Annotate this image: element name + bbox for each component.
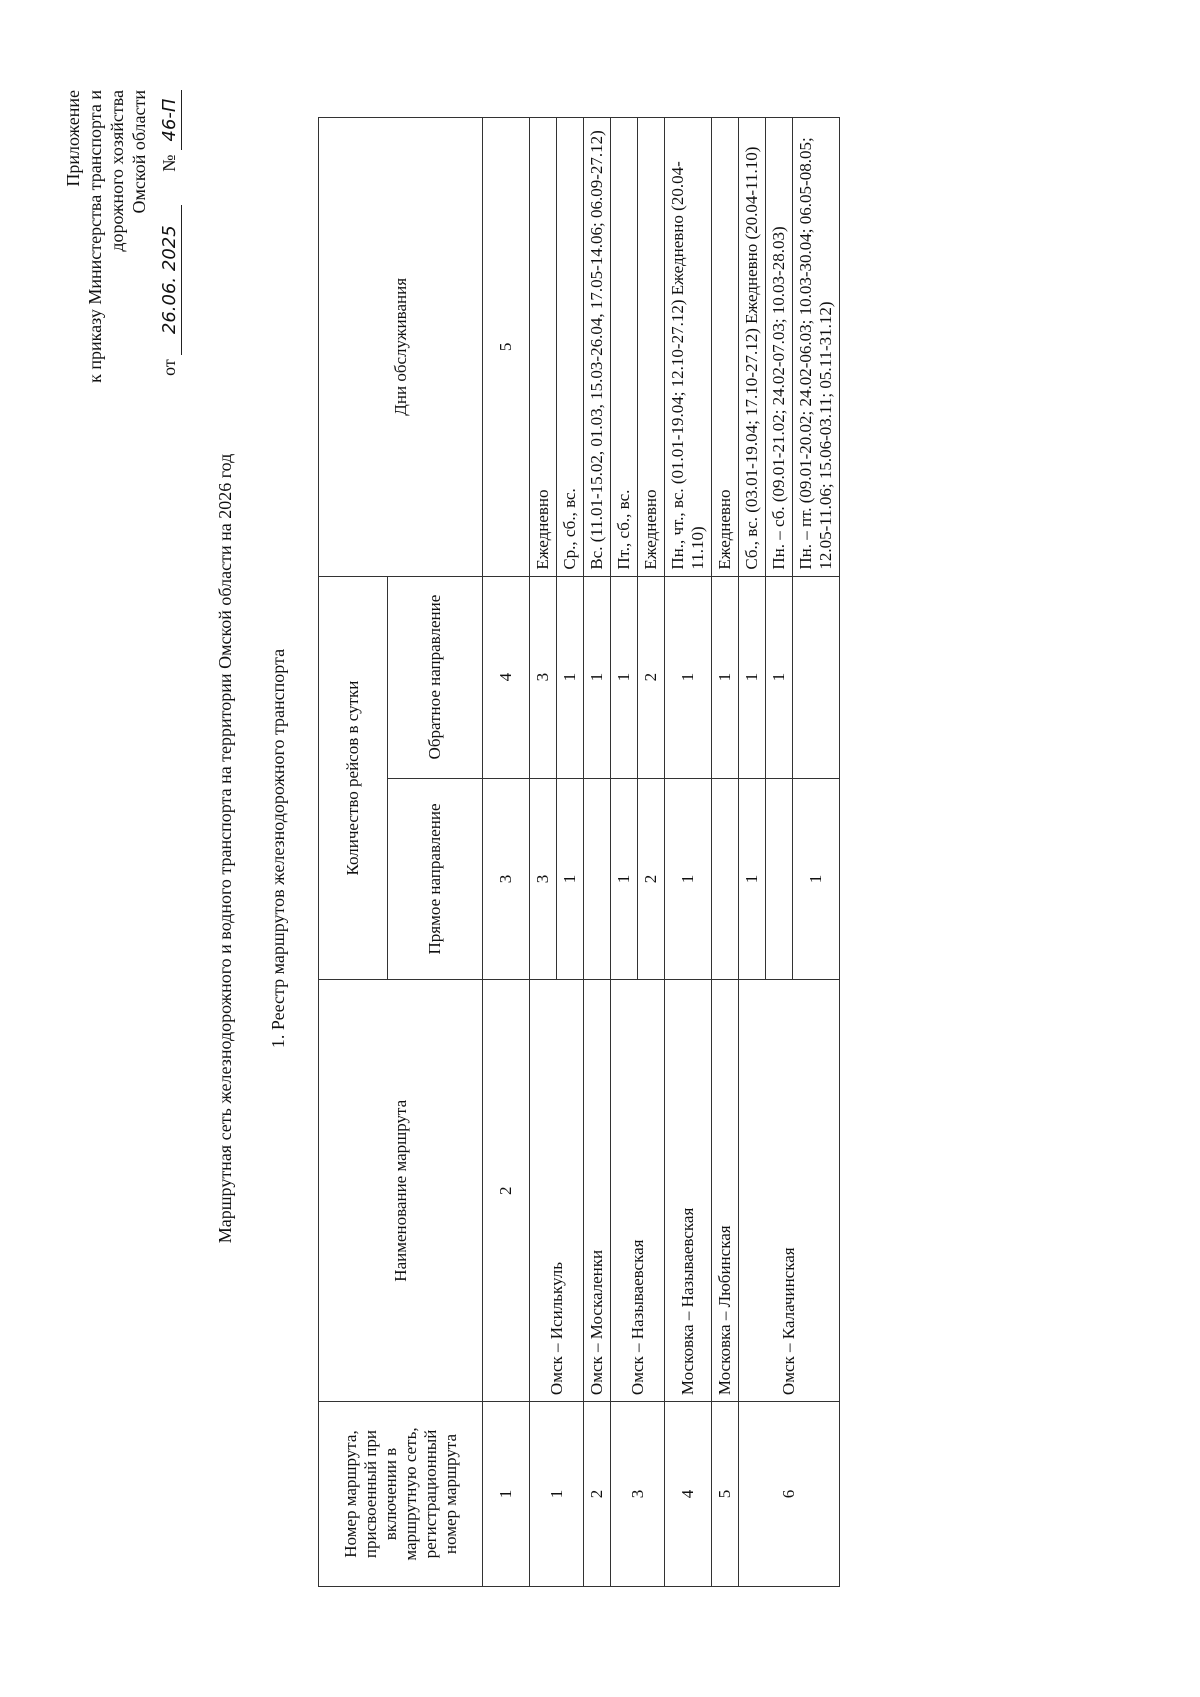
backward-trips: 1 [712, 576, 739, 778]
order-date-number [158, 90, 182, 383]
service-days: Пн., чт., вс. (01.01-19.04; 12.10-27.12) Ежедневно (20.04-11.10) [665, 118, 712, 577]
from-label: от [159, 359, 179, 376]
header-row [319, 118, 388, 1587]
route-name: Московка – Называевская [665, 980, 712, 1402]
backward-trips [793, 576, 840, 778]
railway-routes-table [318, 117, 840, 1587]
approval-header [62, 90, 182, 383]
table-row [584, 118, 611, 1587]
header-line-4: Омской области [129, 90, 149, 214]
backward-trips: 1 [766, 576, 793, 778]
service-days: Вс. (11.01-15.02, 01.03, 15.03-26.04, 17.05-14.06; 06.09-27.12) [584, 118, 611, 577]
header-line-2: к приказу Министерства транспорта и [85, 90, 105, 383]
header-route-name: Наименование маршрута [319, 980, 483, 1402]
service-days: Ежедневно [530, 118, 557, 577]
column-number-row [483, 118, 530, 1587]
route-number: 6 [739, 1402, 840, 1587]
forward-trips: 1 [611, 778, 638, 980]
backward-trips: 1 [611, 576, 638, 778]
forward-trips [766, 778, 793, 980]
header-service-days: Дни обслуживания [319, 118, 483, 577]
service-days: Пн. – сб. (09.01-21.02; 24.02-07.03; 10.03-28.03) [766, 118, 793, 577]
forward-trips: 1 [739, 778, 766, 980]
header-backward: Обратное направление [388, 576, 483, 778]
forward-trips: 1 [793, 778, 840, 980]
col-number-5: 5 [483, 118, 530, 577]
backward-trips: 1 [739, 576, 766, 778]
col-number-3: 3 [483, 778, 530, 980]
header-forward: Прямое направление [388, 778, 483, 980]
table-row [665, 118, 712, 1587]
route-number: 4 [665, 1402, 712, 1587]
service-days: Ежедневно [638, 118, 665, 577]
header-route-number: Номер маршрута, присвоенный при включении в маршрутную сеть, регистрационный номер маршрута [319, 1402, 483, 1587]
number-label: № [159, 154, 179, 172]
route-name: Московка – Любинская [712, 980, 739, 1402]
table-row [712, 118, 739, 1587]
col-number-1: 1 [483, 1402, 530, 1587]
route-number: 2 [584, 1402, 611, 1587]
table-row [611, 118, 638, 1587]
forward-trips: 1 [665, 778, 712, 980]
route-number: 3 [611, 1402, 665, 1587]
backward-trips: 1 [584, 576, 611, 778]
order-date: 26.06. 2025 [159, 205, 182, 355]
route-name: Омск – Исилькуль [530, 980, 584, 1402]
backward-trips: 3 [530, 576, 557, 778]
table-row [530, 118, 557, 1587]
forward-trips [584, 778, 611, 980]
route-number: 5 [712, 1402, 739, 1587]
col-number-4: 4 [483, 576, 530, 778]
forward-trips [712, 778, 739, 980]
section-title: 1. Реестр маршрутов железнодорожного транспорта [268, 648, 288, 1049]
backward-trips: 1 [557, 576, 584, 778]
header-trips-per-day: Количество рейсов в сутки [319, 576, 388, 980]
route-name: Омск – Москаленки [584, 980, 611, 1402]
table-row [739, 118, 766, 1587]
service-days: Ежедневно [712, 118, 739, 577]
document-title: Маршрутная сеть железнодорожного и водного транспорта на территории Омской области на 2026 год [215, 453, 235, 1244]
service-days: Пт., сб., вс. [611, 118, 638, 577]
col-number-2: 2 [483, 980, 530, 1402]
service-days: Сб., вс. (03.01-19.04; 17.10-27.12) Ежедневно (20.04-11.10) [739, 118, 766, 577]
order-number: 46-П [159, 90, 182, 150]
backward-trips: 2 [638, 576, 665, 778]
service-days: Ср., сб., вс. [557, 118, 584, 577]
route-number: 1 [530, 1402, 584, 1587]
route-name: Омск – Называевская [611, 980, 665, 1402]
forward-trips: 1 [557, 778, 584, 980]
header-line-1: Приложение [63, 90, 83, 187]
forward-trips: 2 [638, 778, 665, 980]
header-line-3: дорожного хозяйства [107, 90, 127, 252]
route-name: Омск – Калачинская [739, 980, 840, 1402]
forward-trips: 3 [530, 778, 557, 980]
backward-trips: 1 [665, 576, 712, 778]
service-days: Пн. – пт. (09.01-20.02; 24.02-06.03; 10.03-30.04; 06.05-08.05; 12.05-11.06; 15.06-03.11; 05.11-31.12) [793, 118, 840, 577]
